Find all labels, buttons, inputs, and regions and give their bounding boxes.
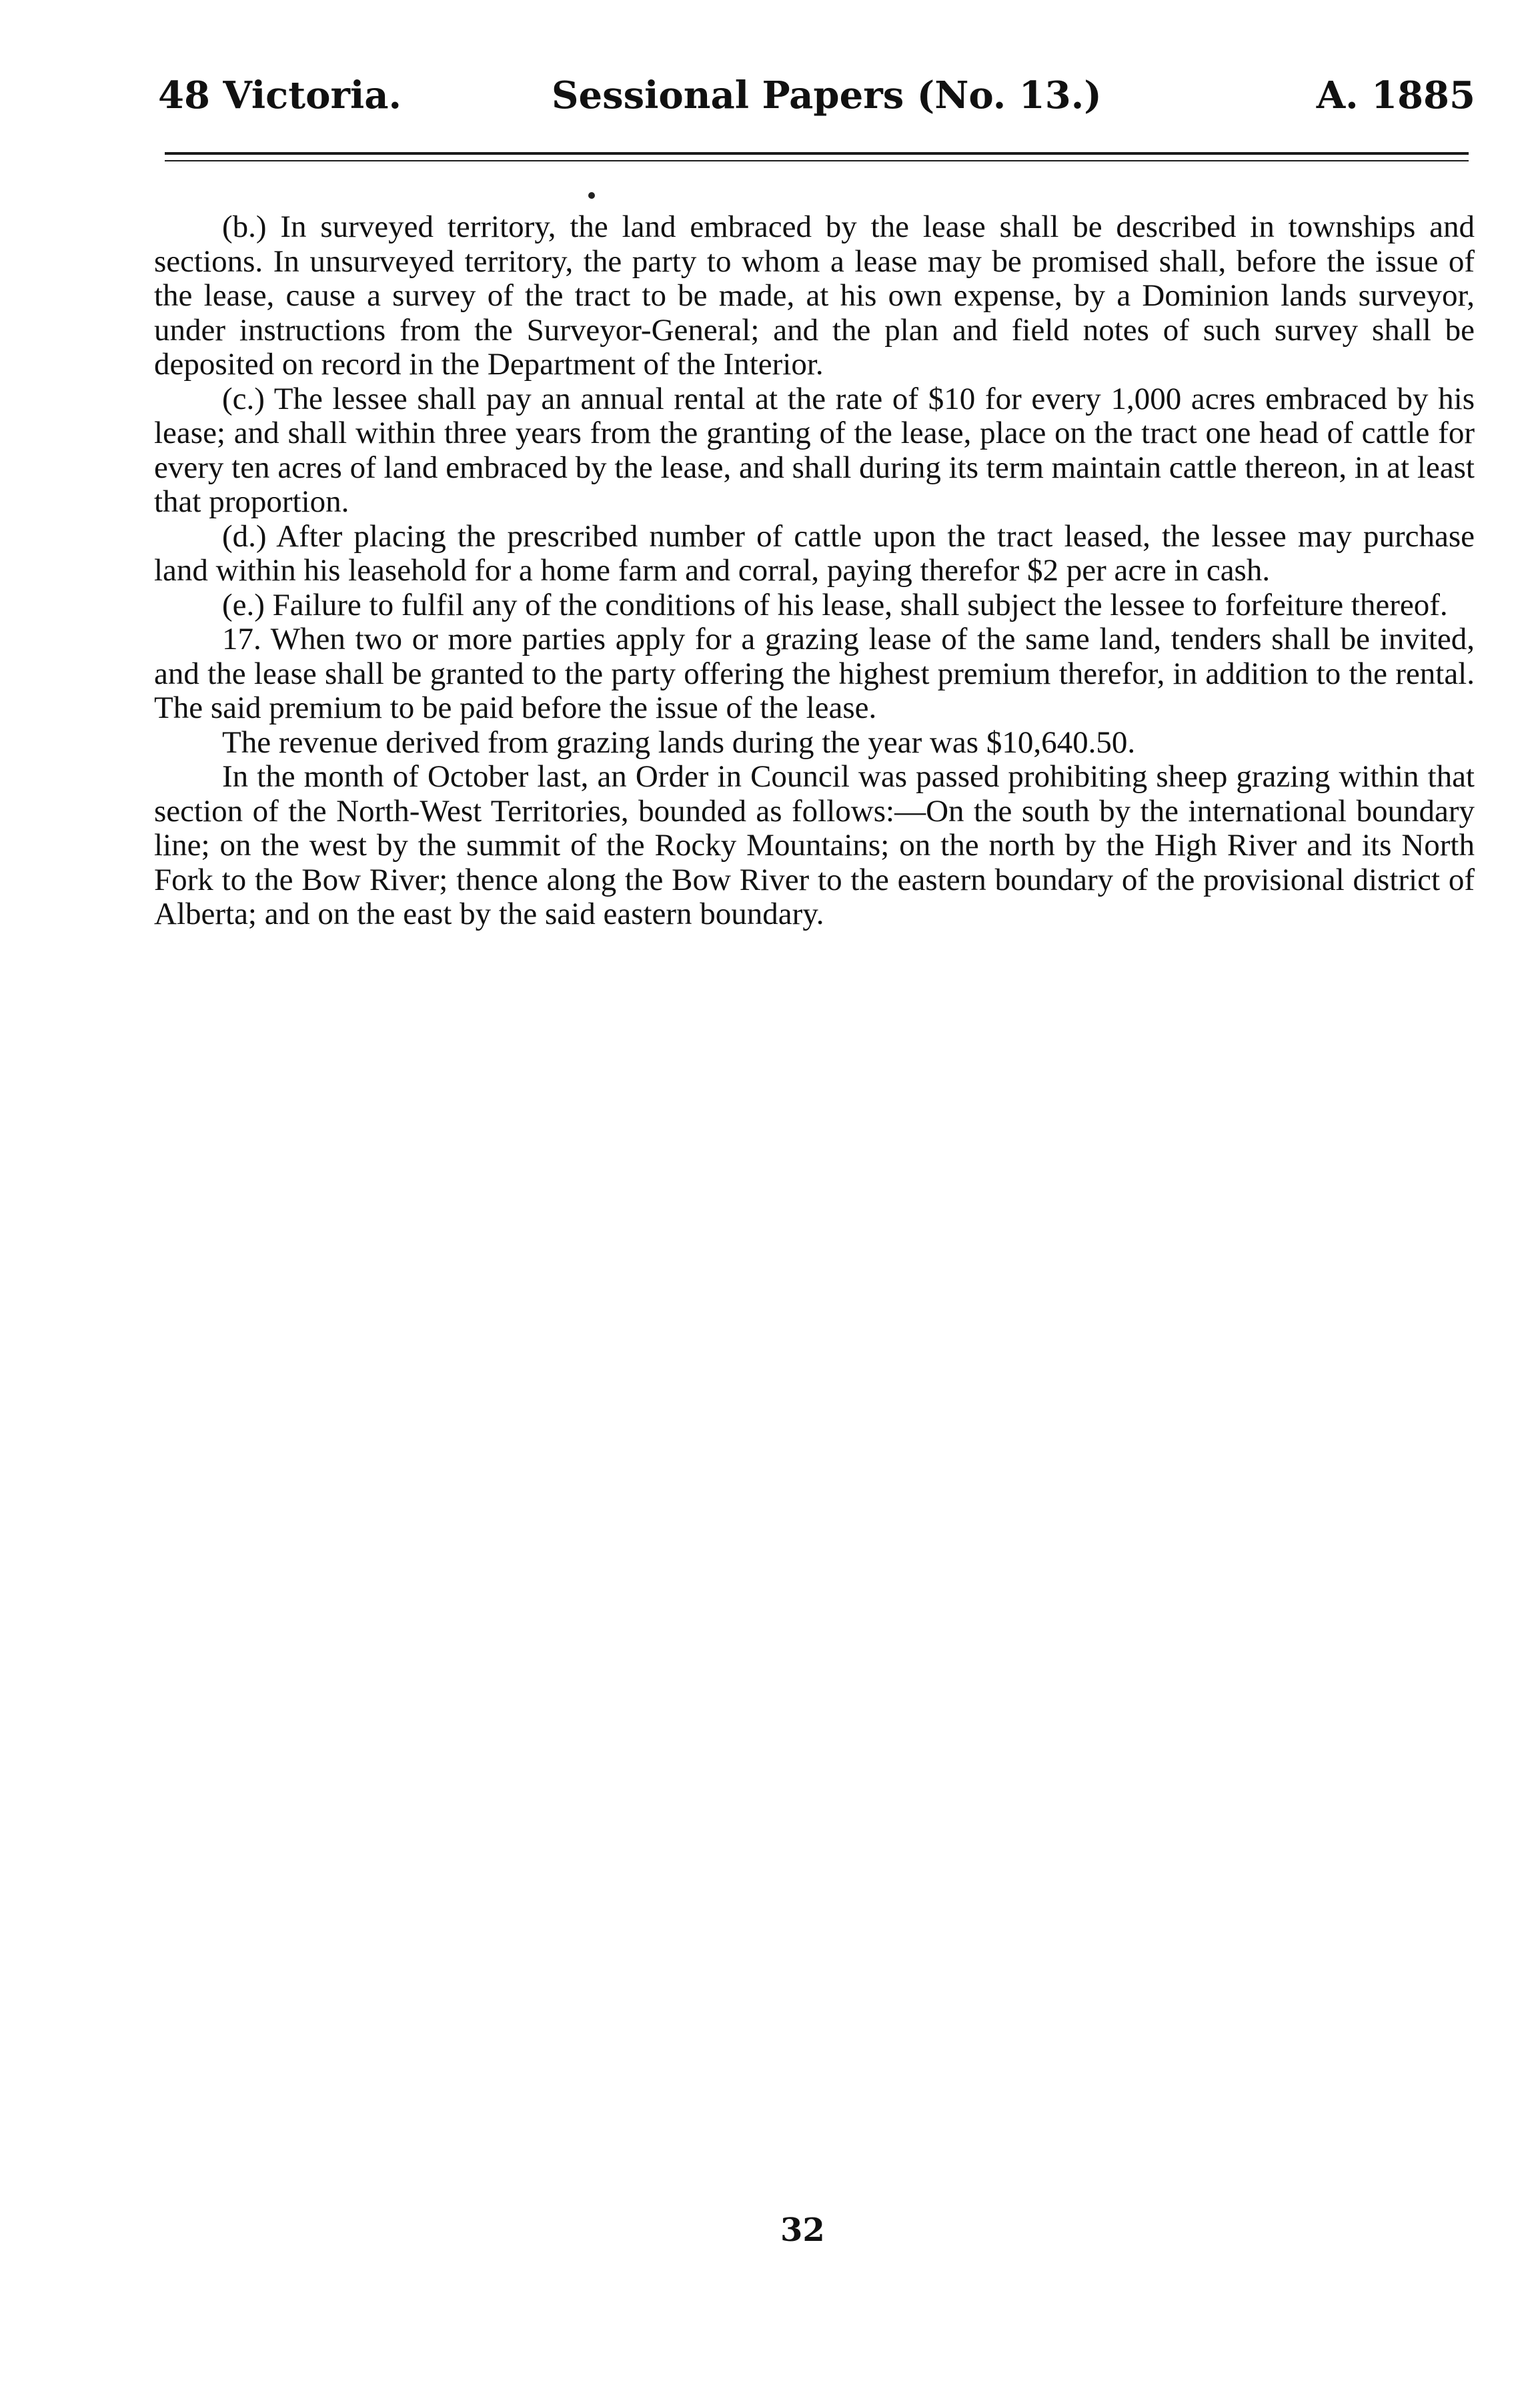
- header-rule-thin: [165, 160, 1469, 161]
- header-volume: 48 Victoria.: [158, 73, 402, 117]
- paragraph-e: (e.) Failure to fulfil any of the conditions of his lease, shall subject the lessee to forfeiture thereof.: [222, 587, 1448, 622]
- paragraph-d: (d.) After placing the prescribed number of cattle upon the tract leased, the lessee may purchase land within his leasehold for a home farm and corral, paying therefor $2 per acre in cash.: [154, 518, 1475, 588]
- body-text: [154, 210, 1475, 932]
- header-year: A. 1885: [1316, 73, 1475, 117]
- header-rule-thick: [165, 152, 1469, 155]
- page-number: 32: [780, 2212, 825, 2249]
- header-title: Sessional Papers (No. 13.): [552, 73, 1102, 117]
- paragraph-c: (c.) The lessee shall pay an annual rental at the rate of $10 for every 1,000 acres embraced by his lease; and shall within three years from the granting of the lease, place on the tract one head of cattle for every ten acres of land embraced by the lease, and shall during its term maintain cattle thereon, in at least that proportion.: [154, 381, 1475, 519]
- running-header: [158, 72, 1475, 119]
- paragraph-revenue: The revenue derived from grazing lands during the year was $10,640.50.: [222, 725, 1136, 760]
- ornament-dot: [588, 192, 595, 199]
- paragraph-b: (b.) In surveyed territory, the land embraced by the lease shall be described in townships and sections. In unsurveyed territory, the party to whom a lease may be promised shall, before the issue of the lease, cause a survey of the tract to be made, at his own expense, by a Dominion lands surveyor, under instructions from the Surveyor-General; and the plan and field notes of such survey shall be deposited on record in the Department of the Interior.: [154, 209, 1475, 382]
- paragraph-order-in-council: In the month of October last, an Order in Council was passed prohibiting sheep grazing within that section of the North-West Territories, bounded as follows:—On the south by the international boundary line; on the west by the summit of the Rocky Mountains; on the north by the High River and its North Fork to the Bow River; thence along the Bow River to the eastern boundary of the provisional district of Alberta; and on the east by the said eastern boundary.: [154, 759, 1475, 931]
- paragraph-17: 17. When two or more parties apply for a grazing lease of the same land, tenders shall be invited, and the lease shall be granted to the party offering the highest premium therefor, in addition to the rental. The said premium to be paid before the issue of the lease.: [154, 622, 1475, 725]
